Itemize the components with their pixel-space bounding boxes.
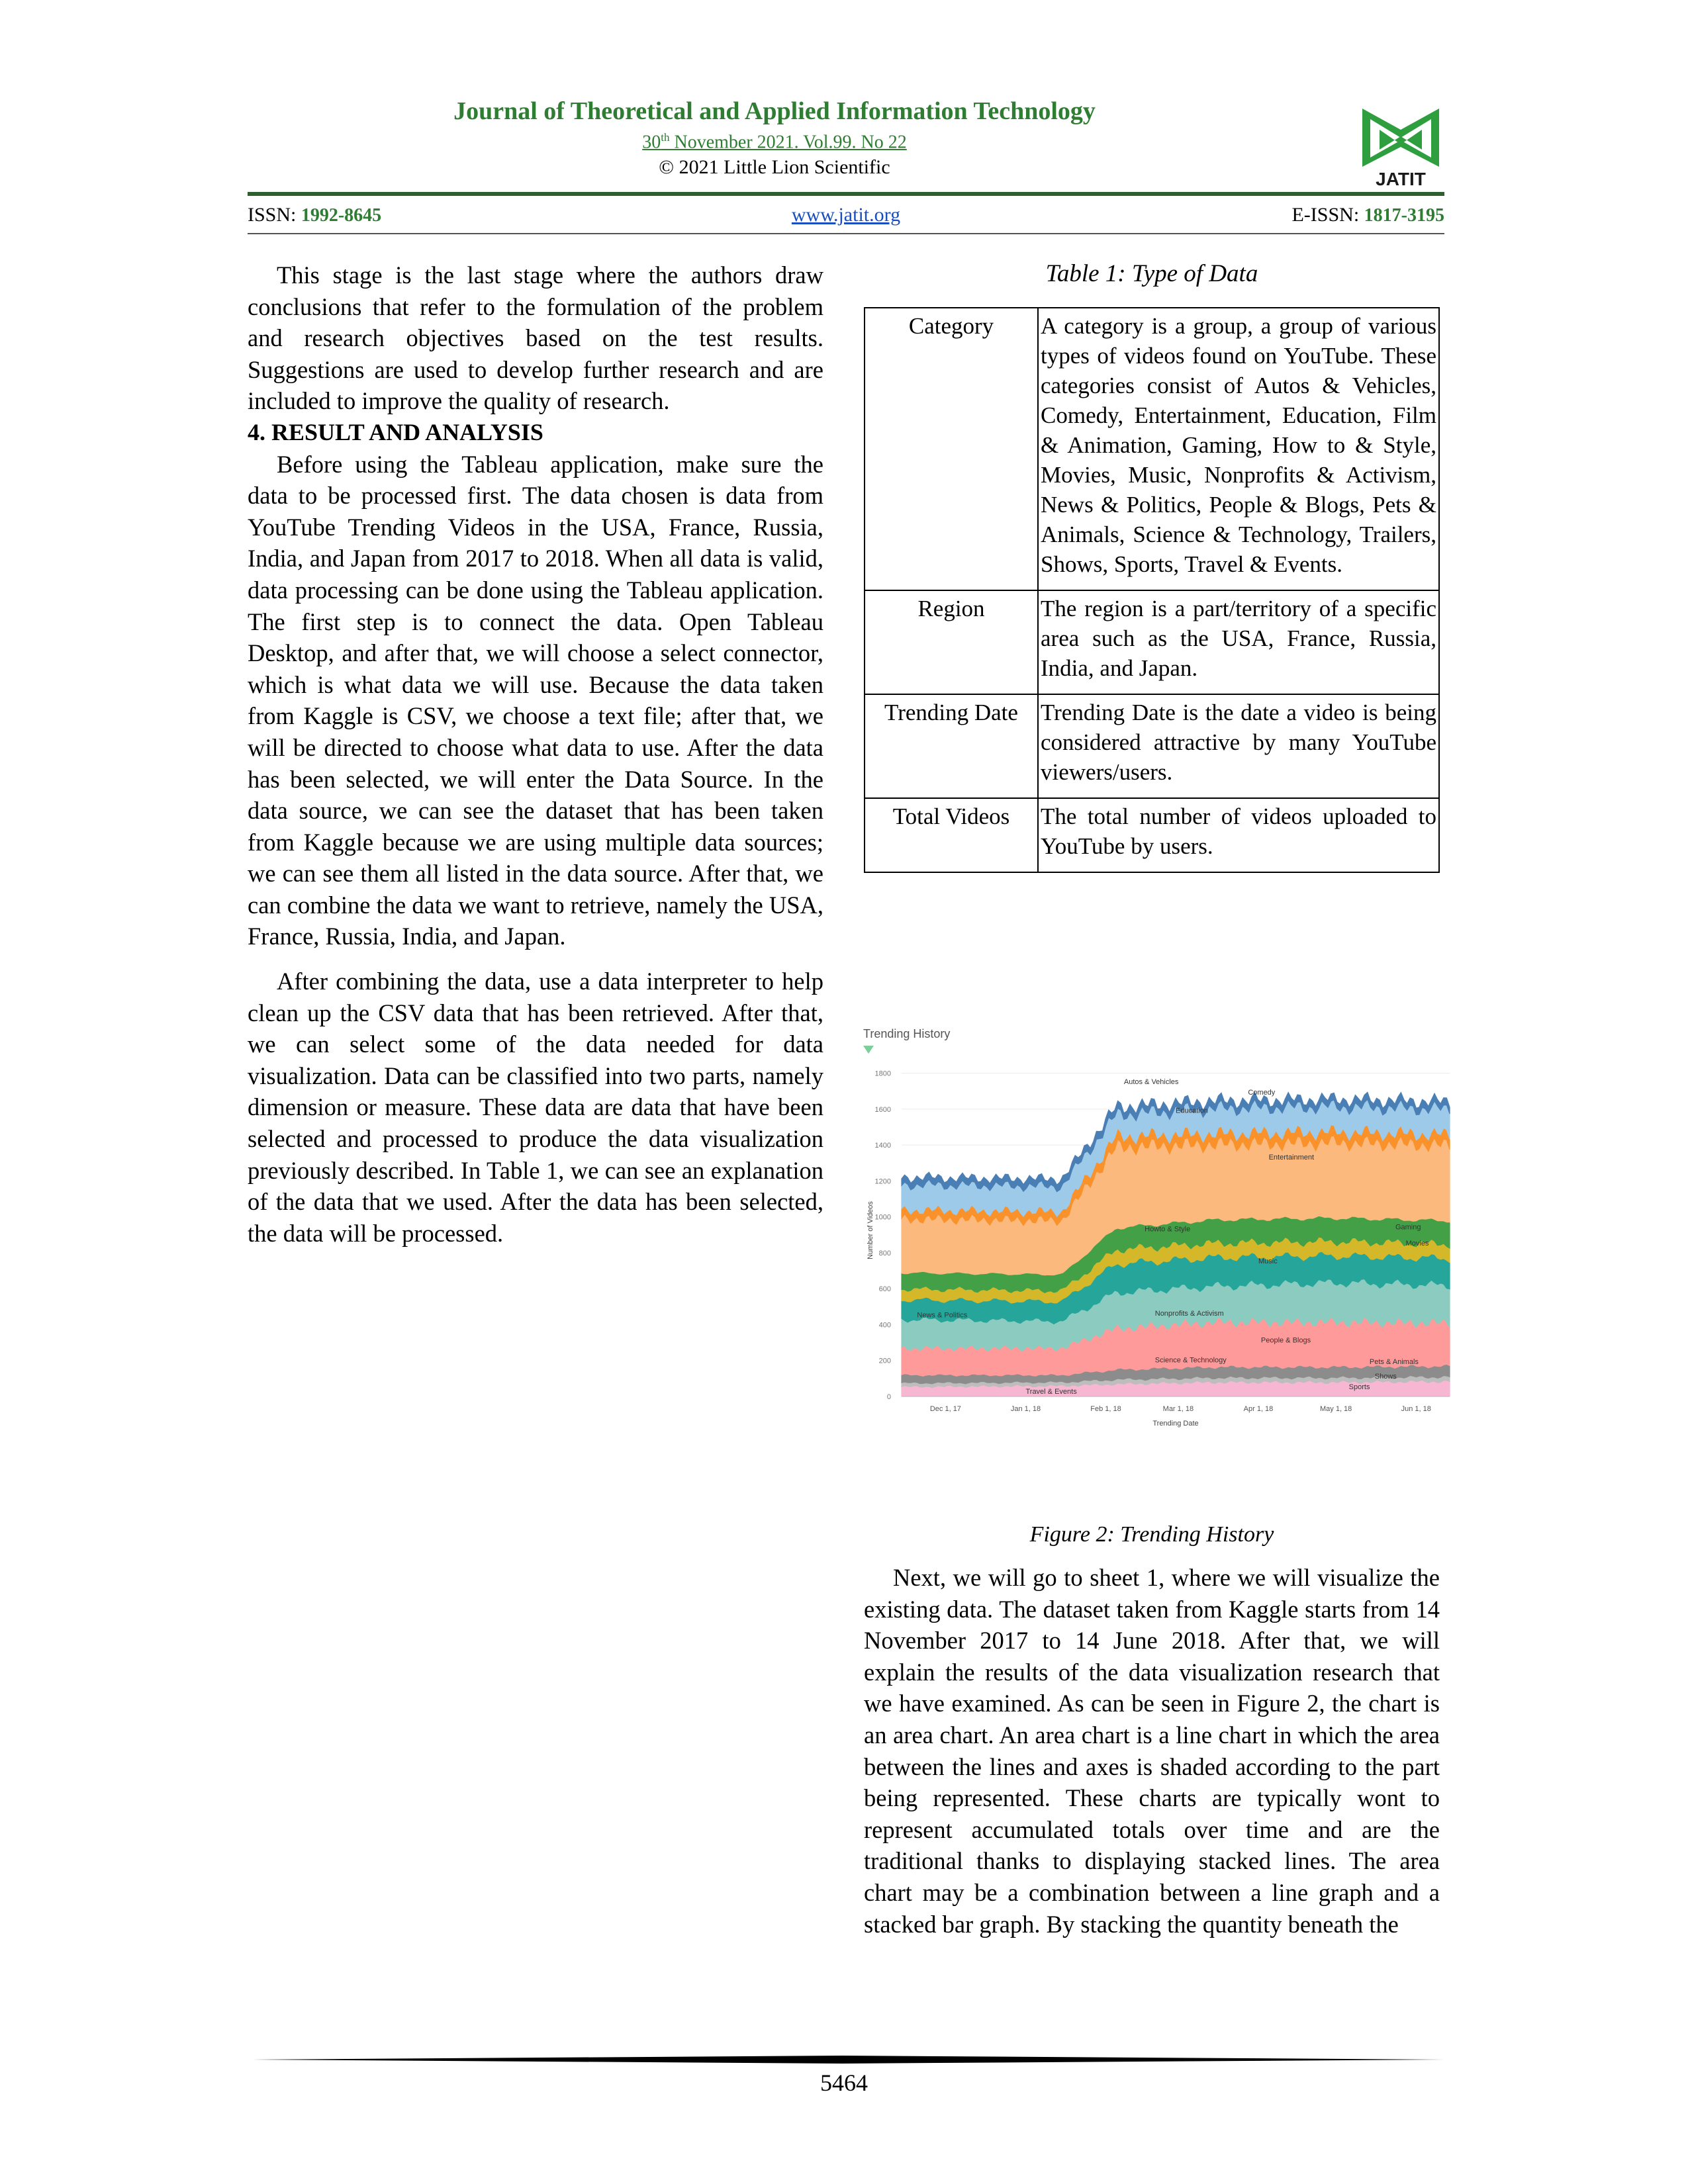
section-heading: 4. RESULT AND ANALYSIS <box>248 418 543 445</box>
table-cell-definition: A category is a group, a group of various types of videos found on YouTube. These categories consist of Autos & Vehicles, Comedy, Entertainment, Education, Film & Animation, Gaming, How to & Style, Movies, Music, Nonprofits & Activism, News & Politics, People & Blogs, Pets & Animals, Science & Technology, Trailers, Shows, Sports, Travel & Events. <box>1038 308 1439 590</box>
area-chart-svg <box>861 1024 1463 1514</box>
chart-annotation: Nonprofits & Activism <box>1154 1309 1224 1318</box>
jatit-logo-icon <box>1357 103 1444 189</box>
journal-website-link[interactable]: www.jatit.org <box>791 204 901 226</box>
chart-annotation: Howto & Style <box>1145 1225 1191 1234</box>
table-cell-term: Total Videos <box>865 798 1038 872</box>
chart-annotation: Comedy <box>1248 1089 1276 1097</box>
y-tick-label: 1400 <box>874 1142 891 1150</box>
table-cell-definition: Trending Date is the date a video is being considered attractive by many YouTube viewers/users. <box>1038 694 1439 798</box>
paragraph-conclusion-stage: This stage is the last stage where the authors draw conclusions that refer to the formulation of the problem and research objectives based on the test results. Suggestions are used to develop further research and are included to improve the quality of research. <box>248 261 823 415</box>
y-tick-label: 400 <box>878 1321 891 1330</box>
y-axis-label: Number of Videos <box>867 1201 874 1259</box>
y-tick-label: 1600 <box>874 1105 891 1114</box>
table-row <box>865 590 1439 694</box>
chart-annotation: Sports <box>1348 1383 1370 1392</box>
chart-annotation: People & Blogs <box>1260 1336 1311 1345</box>
table-cell-term: Region <box>865 590 1038 694</box>
chart-annotation: Autos & Vehicles <box>1123 1077 1179 1086</box>
figure-caption: Figure 2: Trending History <box>1029 1522 1274 1547</box>
table-cell-term: Category <box>865 308 1038 590</box>
issue-day: 30 <box>642 132 661 153</box>
x-tick-label: May 1, 18 <box>1319 1405 1352 1413</box>
filter-icon <box>863 1046 874 1054</box>
header-rule <box>248 192 1444 196</box>
y-tick-label: 0 <box>886 1393 891 1401</box>
right-column <box>864 1562 1440 1940</box>
type-of-data-table <box>864 307 1440 873</box>
journal-title: Journal of Theoretical and Applied Information Technology <box>453 97 1096 125</box>
page-number: 5464 <box>820 2070 868 2096</box>
left-column <box>248 259 823 1249</box>
paragraph-tableau-process: Before using the Tableau application, make sure the data to be processed first. The data chosen is data from YouTube Trending Videos in the USA, France, Russia, India, and Japan from 2017 to 2018. When all data is valid, data processing can be done using the Tableau application. The first step is to connect the data. Open Tableau Desktop, and after that, we will choose a select connector, which is what data we will use. Because the data taken from Kaggle is CSV, we choose a text file; after that, we will be directed to choose what data to use. After the data has been selected, we will enter the Data Source. In the data source, we can see the dataset that has been taken from Kaggle because we are using multiple data sources; we can see them all listed in the data source. After that, we can combine the data we want to retrieve, namely the USA, France, Russia, India, and Japan. <box>248 450 823 950</box>
issn-row <box>248 204 1444 230</box>
x-tick-label: Jan 1, 18 <box>1010 1405 1041 1413</box>
issn-value: 1992-8645 <box>301 205 382 226</box>
issue-date <box>0 131 1549 153</box>
issn-rule <box>248 233 1444 234</box>
table-cell-definition: The region is a part/territory of a specific area such as the USA, France, Russia, India, and Japan. <box>1038 590 1439 694</box>
eissn-label: E-ISSN: <box>1291 204 1364 226</box>
y-tick-label: 1000 <box>874 1213 891 1222</box>
issue-day-suffix: th <box>661 131 670 144</box>
trending-history-chart <box>861 1024 1463 1514</box>
x-axis-label: Trending Date <box>1152 1420 1199 1428</box>
table-cell-term: Trending Date <box>865 694 1038 798</box>
x-tick-label: Jun 1, 18 <box>1401 1405 1431 1413</box>
table-row <box>865 694 1439 798</box>
eissn <box>1291 204 1444 226</box>
issue-volume: November 2021. Vol.99. No 22 <box>669 132 907 153</box>
x-tick-label: Mar 1, 18 <box>1162 1405 1194 1413</box>
footer-rule <box>248 2056 1444 2064</box>
chart-annotation: Travel & Events <box>1025 1387 1077 1396</box>
logo-text: JATIT <box>1376 169 1426 189</box>
chart-annotation: Pets & Animals <box>1369 1358 1419 1367</box>
y-tick-label: 800 <box>878 1249 891 1257</box>
issn-label: ISSN: <box>248 204 301 226</box>
table-row <box>865 308 1439 590</box>
y-tick-label: 600 <box>878 1285 891 1294</box>
x-tick-label: Apr 1, 18 <box>1243 1405 1274 1413</box>
chart-annotation: Science & Technology <box>1154 1356 1227 1365</box>
paragraph-data-interpreter: After combining the data, use a data interpreter to help clean up the CSV data that has been retrieved. After that, we can select some of the data needed for data visualization. Data can be classified into two parts, namely dimension or measure. These data are data that have been selected and processed to produce the data visualization previously described. In Table 1, we can see an explanation of the data that we used. After the data has been selected, the data will be processed. <box>248 968 823 1247</box>
eissn-value: 1817-3195 <box>1364 205 1444 226</box>
paragraph-area-chart: Next, we will go to sheet 1, where we will visualize the existing data. The dataset taken from Kaggle starts from 14 November 2017 to 14 June 2018. After that, we will explain the results of the data visualization research that we have examined. As can be seen in Figure 2, the chart is an area chart. An area chart is a line chart in which the area between the lines and axes is shaded according to the part being represented. These charts are typically wont to represent accumulated totals over time and are the traditional thanks to displaying stacked lines. The area chart may be a combination between a line graph and a stacked bar graph. By stacking the quantity beneath the <box>864 1564 1440 1938</box>
chart-annotation: Movies <box>1405 1240 1429 1248</box>
chart-annotation: Entertainment <box>1268 1153 1315 1161</box>
table-row <box>865 798 1439 872</box>
y-tick-label: 1200 <box>874 1177 891 1186</box>
y-tick-label: 200 <box>878 1357 891 1365</box>
copyright-notice: © 2021 Little Lion Scientific <box>659 156 890 178</box>
table-cell-definition: The total number of videos uploaded to YouTube by users. <box>1038 798 1439 872</box>
chart-annotation: Music <box>1258 1257 1278 1266</box>
chart-title: Trending History <box>863 1027 951 1040</box>
chart-annotation: Gaming <box>1395 1223 1421 1232</box>
chart-annotation: Shows <box>1374 1372 1397 1381</box>
chart-annotation: Education <box>1176 1107 1208 1115</box>
table-caption: Table 1: Type of Data <box>1045 260 1258 287</box>
chart-annotation: News & Politics <box>917 1311 968 1320</box>
x-tick-label: Feb 1, 18 <box>1090 1405 1121 1413</box>
x-tick-label: Dec 1, 17 <box>929 1405 961 1413</box>
y-tick-label: 1800 <box>874 1069 891 1078</box>
